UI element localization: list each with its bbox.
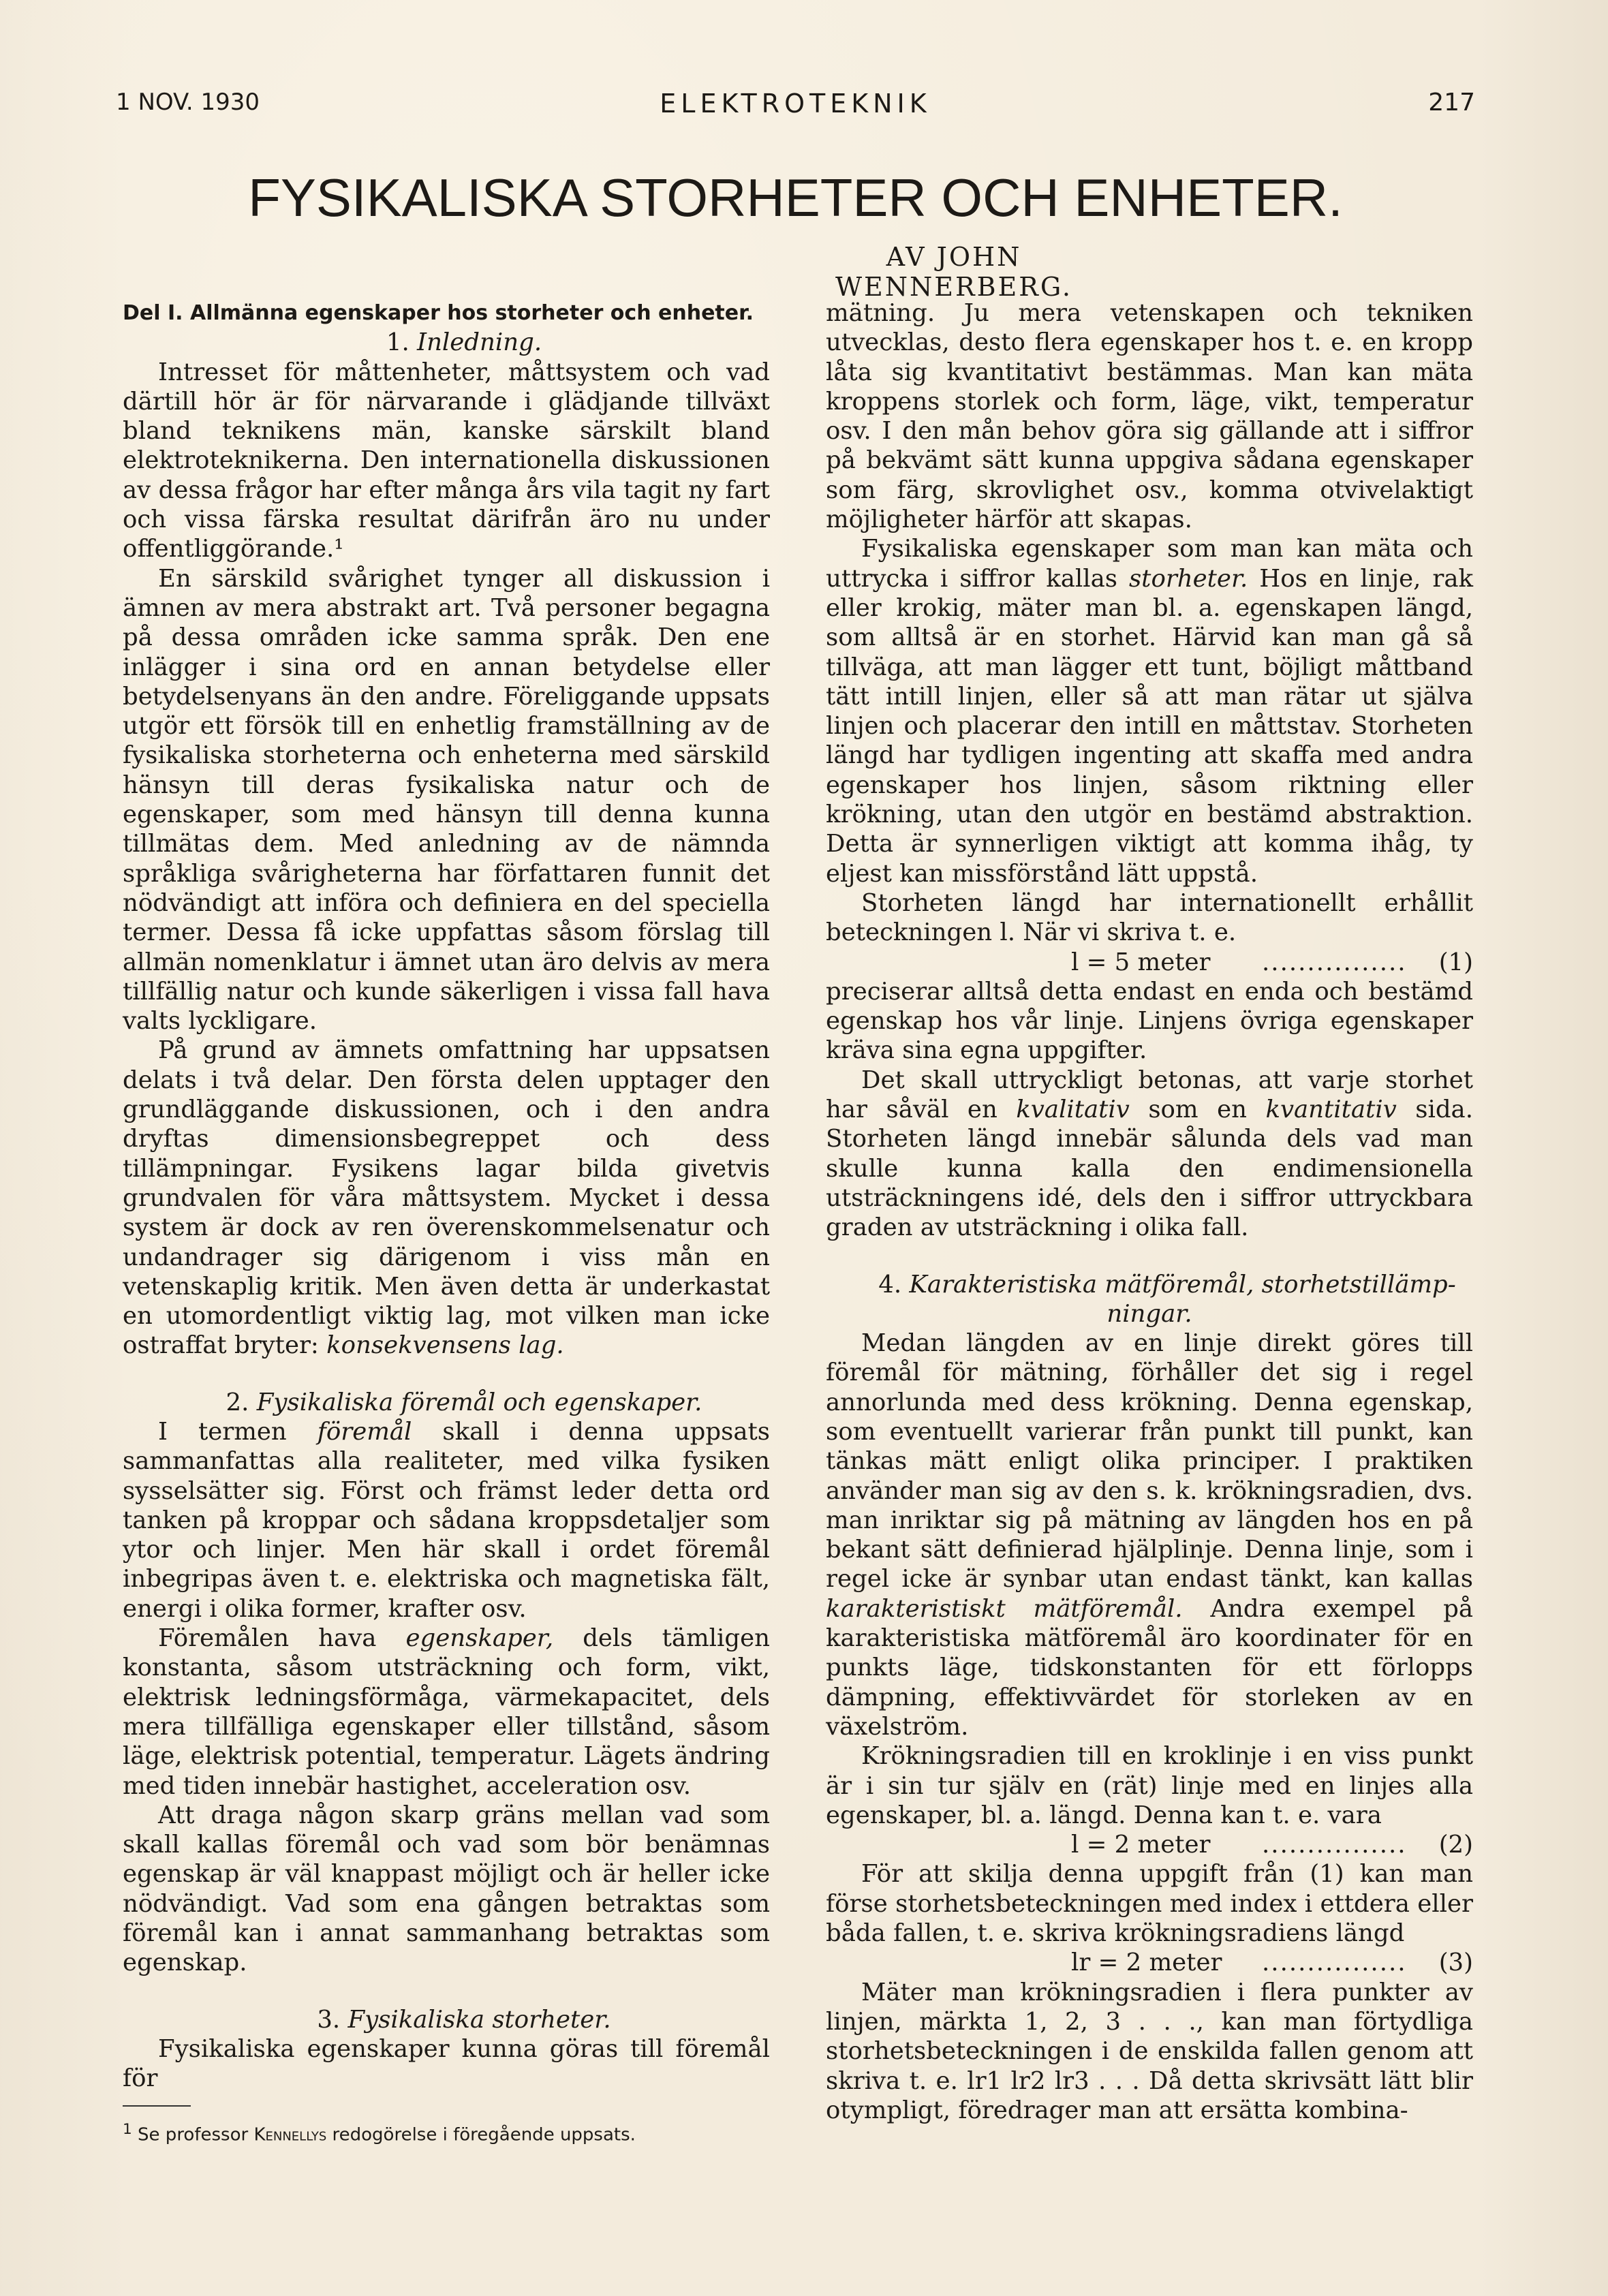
equation-expression: lr = 2 meter [1071,1949,1222,1977]
text-run: Medan längden av en linje direkt göres till föremål för mätning, förhåller det sig i regel annorlunda med dess krökning. Denna egenskap, som eventuellt varierar från punkt till punkt, kan tänkas mätt enligt olika principer. I praktiken använder man sig av den s. k. krökningsradien, dvs. man inriktar sig på mätning av längden hos en på bekant sätt definierad hjälplinje. Denna linje, som i regel icke är synbar utan endast tänkt, kan kallas [826,1329,1473,1594]
section-number: 3. [317,2005,341,2034]
footnote-name: Kennellys [253,2124,327,2145]
paragraph [826,1066,1473,1243]
section-heading-1 [123,328,770,357]
section-heading-2 [123,1388,770,1417]
section-number: 4. [878,1270,902,1299]
paragraph: Storheten längd har internationellt erhållit beteckningen l. När vi skriva t. e. [826,888,1473,947]
text-run: Se professor [138,2124,254,2145]
text-run: Hos en linje, rak eller krokig, mäter man bl. a. egenskapen längd, som alltså är en storhet. Härvid kan man gå så tillväga, att man lägger ett tunt, böjligt måttband tätt intill linjen, eller så att man rätar ut själva linjen och placerar den intill en måttstav. Storheten längd har tydligen ingenting att skaffa med andra egenskaper hos linjen, såsom riktning eller krökning, utan den utgör en bestämd abstraktion. Detta är synnerligen viktigt att komma ihåg, ty eljest kan missförstånd lätt uppstå. [826,564,1473,888]
paragraph: Fysikaliska egenskaper kunna göras till föremål för [123,2034,770,2093]
article-author: AV JOHN WENNERBERG. [835,242,1072,302]
section-title-continued: ningar. [1107,1299,1192,1328]
text-run: Andra exempel på karakteristiska mätföremål äro koordinater för en punkts läge, tidskonstanten för ett förlopps dämpning, effektivvärdet för storleken av en växelström. [826,1594,1473,1741]
right-column [826,298,1473,2125]
emphasis: konsekvensens lag. [326,1331,564,1360]
emphasis: kvalitativ [1016,1096,1130,1124]
text-run: redogörelse i föregående uppsats. [326,2124,636,2145]
paragraph [826,1329,1473,1741]
equation-number: (2) [1438,1831,1473,1859]
equation-expression: l = 5 meter [1071,948,1211,976]
footnote [123,2117,770,2147]
section-title: Fysikaliska föremål och egenskaper. [256,1388,702,1416]
equation-leader: ................ [1262,1949,1407,1977]
equation-leader: ................ [1262,1831,1407,1859]
running-head [116,89,1475,129]
paragraph: Krökningsradien till en kroklinje i en viss punkt är i sin tur själv en (rät) linje med en linjes alla egenskaper, bl. a. längd. Denna kan t. e. vara [826,1742,1473,1829]
text-run: sida. Storheten längd innebär sålunda dels vad man skulle kunna kalla den endimensionella utsträckningens idé, dels den i siffror uttryckbara graden av utsträckning i olika fall. [826,1096,1473,1242]
text-run: skall i denna uppsats sammanfattas alla realiteter, med vilka fysiken sysselsätter sig. Först och främst leder detta ord tanken på kroppar och sådana kroppsdetaljer som ytor och linjer. Men här skall i ordet föremål inbegripas även t. e. elektriska och magnetiska fält, energi i olika former, krafter osv. [123,1417,771,1623]
equation-number: (3) [1438,1949,1473,1977]
paragraph [123,1036,770,1360]
text-run: Det skall uttryckligt betonas, att varje storhet har såväl en [826,1066,1473,1124]
paragraph: mätning. Ju mera vetenskapen och tekniken utvecklas, desto flera egenskaper hos t. e. en kropp låta sig kvantitativt bestämmas. Man kan mäta kroppens storlek och form, läge, vikt, temperatur osv. I den mån behov göra sig gällande att i siffror på bekvämt sätt kunna uppgiva sådana egenskaper som färg, skrovlighet osv., komma otvivelaktigt möjligheter härför att skapas. [826,299,1473,534]
text-run: som en [1129,1096,1266,1124]
section-number: 2. [226,1388,249,1416]
text-run: Föremålen hava [158,1624,406,1653]
equation-1 [826,948,1473,977]
paragraph: En särskild svårighet tynger all diskussion i ämnen av mera abstrakt art. Två personer begagna på dessa områden icke samma språk. Den ene inlägger i sina ord en annan betydelse eller betydelsenyans än den andre. Föreliggande uppsats utgör ett försök till en enhetlig framställning av de fysikaliska storheterna och enheterna med särskild hänsyn till deras fysikaliska natur och de egenskaper, som med hänsyn till denna kunna tillmätas dem. Med anledning av de nämnda språkliga svårigheterna har författaren funnit det nödvändigt att införa och definiera en del speciella termer. Dessa få icke uppfattas såsom förslag till allmän nomenklatur i ämnet utan äro delvis av mera tillfällig natur och kunde säkerligen i vissa fall hava valts lyckligare. [123,564,770,1036]
paragraph: Intresset för måttenheter, måttsystem och vad därtill hör är för närvarande i glädjande tillväxt bland teknikens män, kanske särskilt bland elektroteknikerna. Den internationella diskussionen av dessa frågor har efter många års vila tagit ny fart och vissa färska resultat därifrån äro nu under offentliggörande.¹ [123,358,770,563]
emphasis: kvantitativ [1265,1096,1397,1124]
section-number: 1. [386,328,409,357]
section-heading-4 [826,1270,1473,1329]
article-title: FYSIKALISKA STORHETER OCH ENHETER. [248,168,1343,228]
paragraph: För att skilja denna uppgift från (1) kan man förse storhetsbeteckningen med index i ettdera eller båda fallen, t. e. skriva krökningsradiens längd [826,1860,1473,1948]
equation-number: (1) [1438,948,1473,976]
section-title: Inledning. [417,328,542,357]
emphasis: karakteristiskt mätföremål. [826,1594,1183,1623]
section-title: Fysikaliska storheter. [347,2005,611,2034]
paragraph [123,1624,770,1801]
paragraph [123,1417,770,1624]
text-run: dels tämligen konstanta, såsom utsträckning och form, vikt, elektrisk ledningsförmåga, värmekapacitet, dels mera tillfälliga egenskaper eller tillstånd, såsom läge, elektrisk potential, temperatur. Lägets ändring med tiden innebär hastighet, acceleration osv. [123,1624,770,1800]
journal-name: ELEKTROTEKNIK [660,89,931,119]
text-run: I termen [158,1417,318,1446]
paragraph [826,534,1473,888]
issue-date: 1 NOV. 1930 [116,89,260,116]
emphasis: storheter. [1128,564,1248,593]
left-column [123,298,770,2094]
emphasis: föremål [317,1417,412,1446]
section-title: Karakteristiska mätföremål, storhetstillämp- [909,1270,1456,1299]
equation-3 [826,1948,1473,1977]
page-number: 217 [1428,89,1475,117]
equation-leader: ................ [1262,948,1407,976]
paragraph: preciserar alltså detta endast en enda och bestämd egenskap hos vår linje. Linjens övriga egenskaper kräva sina egna uppgifter. [826,977,1473,1065]
emphasis: egenskaper, [405,1624,554,1653]
text-run: På grund av ämnets omfattning har uppsatsen delats i två delar. Den första delen upptager den grundläggande diskussionen, och i den andra dryftas dimensionsbegreppet och dess tillämpningar. Fysikens lagar bilda givetvis grundvalen för våra måttsystem. Mycket i dessa system är dock av ren överenskommelsenatur och undandrager sig därigenom i viss mån en vetenskaplig kritik. Men även detta är underkastat en utomordentligt viktig lag, mot vilken man icke ostraffat bryter: [123,1036,770,1360]
footnote-rule [123,2105,191,2107]
paragraph: Mäter man krökningsradien i flera punkter av linjen, märkta 1, 2, 3 . . ., kan man förtydliga storhetsbeteckningen i de enskilda fallen genom att skriva t. e. lr1 lr2 lr3 . . . Då detta skrivsätt lätt blir otympligt, föredrager man att ersätta kombina- [826,1978,1473,2124]
equation-2 [826,1830,1473,1859]
section-heading-3 [123,2005,770,2034]
footnote-marker: 1 [123,2121,132,2138]
text-run: Fysikaliska egenskaper som man kan mäta och uttrycka i siffror kallas [826,535,1473,593]
part-heading: Del I. Allmänna egenskaper hos storheter och enheter. [123,301,754,325]
paragraph: Att draga någon skarp gräns mellan vad som skall kallas föremål och vad som bör benämnas egenskap är väl knappast möjligt och är heller icke nödvändigt. Vad som ena gången betraktas som föremål kan i annat sammanhang betraktas som egenskap. [123,1801,770,1977]
equation-expression: l = 2 meter [1071,1831,1211,1859]
